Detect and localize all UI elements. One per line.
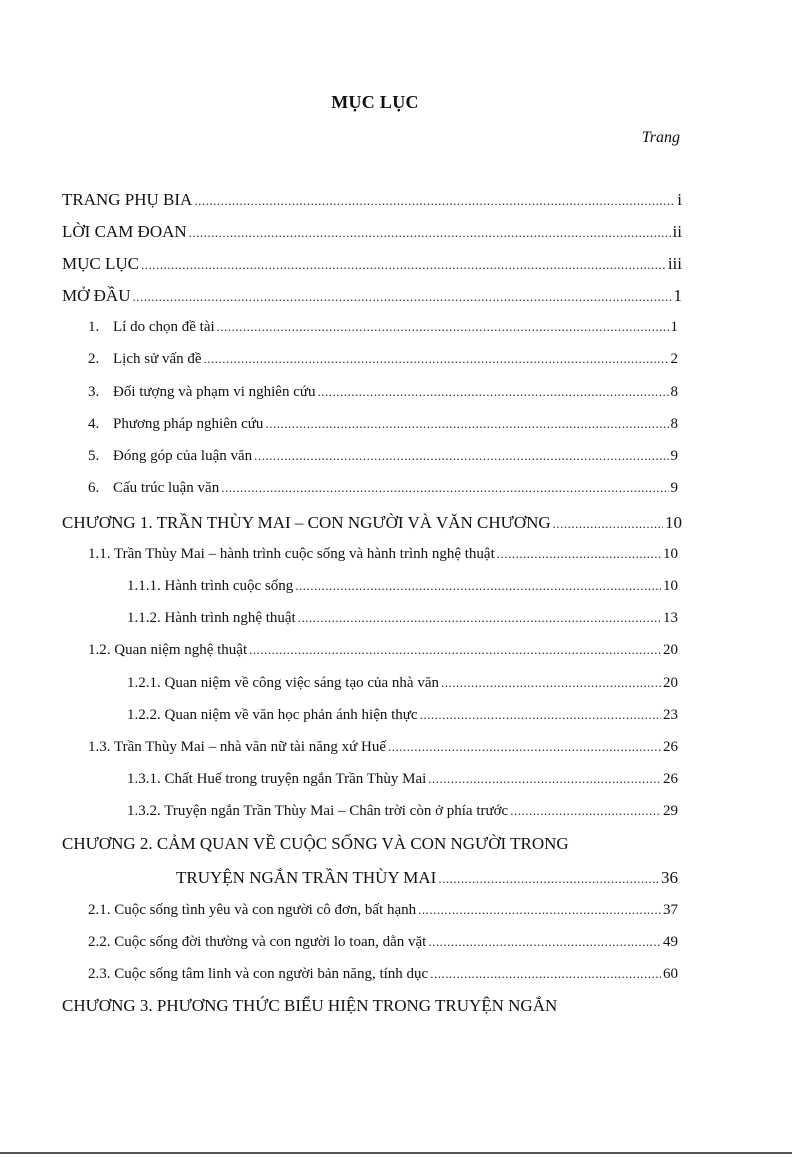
toc-entry-text: Lịch sử vấn đề <box>113 351 202 367</box>
toc-page-number: 9 <box>670 448 678 464</box>
toc-page-number: 29 <box>663 803 678 819</box>
toc-entry-text: 1.3.2. Truyện ngắn Trần Thùy Mai – Chân trời còn ở phía trước <box>127 803 509 819</box>
toc-page-number: 10 <box>663 546 678 562</box>
toc-entry-intro-4 <box>0 416 792 448</box>
toc-entry-text: Lí do chọn đề tài <box>113 319 215 335</box>
leader-dots <box>217 319 669 335</box>
leader-dots <box>254 448 668 464</box>
toc-entry-section-1-1-2 <box>0 610 792 642</box>
toc-entry-text: 1.1. Trần Thùy Mai – hành trình cuộc sống và hành trình nghệ thuật <box>88 546 495 562</box>
leader-dots <box>497 546 661 562</box>
toc-page-number: 1 <box>673 286 682 305</box>
toc-entry-text: 1.1.1. Hành trình cuộc sống <box>127 578 294 594</box>
toc-entry-section-1-3-1 <box>0 771 792 803</box>
toc-page-number: 10 <box>665 513 682 532</box>
toc-entry-intro-3 <box>0 384 792 416</box>
leader-dots <box>438 871 659 887</box>
toc-entry-section-1-1-1 <box>0 578 792 610</box>
toc-page-number: 37 <box>663 902 678 918</box>
leader-dots <box>430 966 661 982</box>
toc-entry-number: 5. <box>88 448 100 464</box>
toc-entry-text: CHƯƠNG 3. PHƯƠNG THỨC BIỂU HIỆN TRONG TRUYỆN NGẮN <box>62 996 558 1015</box>
toc-entry-intro-1 <box>0 319 792 351</box>
toc-entry-number: 2. <box>88 351 100 367</box>
toc-entry-section-1-3 <box>0 739 792 771</box>
toc-entry-section-1-1 <box>0 546 792 578</box>
page-bottom-rule <box>0 1152 792 1154</box>
leader-dots <box>132 289 671 305</box>
toc-entry-text: 1.2. Quan niệm nghệ thuật <box>88 642 248 658</box>
toc-page-number: 8 <box>670 416 678 432</box>
toc-page-number: 26 <box>663 739 678 755</box>
toc-page-number: 9 <box>670 480 678 496</box>
leader-dots <box>428 771 661 787</box>
toc-page-number: 60 <box>663 966 678 982</box>
toc-entry-text: Đóng góp của luận văn <box>113 448 253 464</box>
toc-page-number: 20 <box>663 675 678 691</box>
toc-entry-number: 1. <box>88 319 100 335</box>
toc-entry-text: 2.1. Cuộc sống tình yêu và con người cô đơn, bất hạnh <box>88 902 417 918</box>
toc-entry-text: TRUYỆN NGẮN TRẦN THÙY MAI <box>176 868 437 887</box>
toc-entry-section-1-3-2 <box>0 803 792 835</box>
toc-entry-intro-5 <box>0 448 792 480</box>
toc-entry-intro-2 <box>0 351 792 383</box>
leader-dots <box>318 384 669 400</box>
toc-page-number: 13 <box>663 610 678 626</box>
leader-dots <box>441 675 661 691</box>
leader-dots <box>194 193 675 209</box>
leader-dots <box>510 803 661 819</box>
leader-dots <box>418 902 661 918</box>
leader-dots <box>388 739 661 755</box>
toc-entry-text: Cấu trúc luận văn <box>113 480 220 496</box>
toc-entry-section-1-2-2 <box>0 707 792 739</box>
leader-dots <box>249 642 661 658</box>
leader-dots <box>420 707 661 723</box>
toc-page-number: iii <box>667 254 682 273</box>
toc-page-number: 23 <box>663 707 678 723</box>
toc-entry-text: 1.3. Trần Thùy Mai – nhà văn nữ tài năng xứ Huế <box>88 739 387 755</box>
toc-page-number: ii <box>672 222 682 241</box>
toc-entry-text: CHƯƠNG 1. TRẦN THÙY MAI – CON NGƯỜI VÀ VĂN CHƯƠNG <box>62 513 551 532</box>
toc-entry-text: 1.2.2. Quan niệm về văn học phản ánh hiện thực <box>127 707 418 723</box>
leader-dots <box>189 225 671 241</box>
leader-dots <box>295 578 661 594</box>
toc-page-number: 8 <box>670 384 678 400</box>
toc-page-number: 1 <box>670 319 678 335</box>
toc-page-number: 2 <box>670 351 678 367</box>
leader-dots <box>553 516 663 532</box>
toc-entry-text: CHƯƠNG 2. CẢM QUAN VỀ CUỘC SỐNG VÀ CON NGƯỜI TRONG <box>62 834 569 853</box>
toc-entry-section-2-3 <box>0 966 792 998</box>
toc-entry-front-cover <box>0 190 792 222</box>
toc-entry-number: 6. <box>88 480 100 496</box>
toc-page-number: 10 <box>663 578 678 594</box>
toc-page-number: 49 <box>663 934 678 950</box>
toc-page-number: 20 <box>663 642 678 658</box>
toc-entry-intro-6 <box>0 480 792 512</box>
toc-entry-section-1-2-1 <box>0 675 792 707</box>
toc-entry-text: TRANG PHỤ BIA <box>62 190 193 209</box>
toc-entry-chapter-1 <box>0 513 792 545</box>
toc-entry-chapter-2 <box>0 834 792 866</box>
page-column-label: Trang <box>641 129 680 146</box>
toc-entry-text: 1.3.1. Chất Huế trong truyện ngắn Trần Thùy Mai <box>127 771 427 787</box>
leader-dots <box>204 351 669 367</box>
toc-entry-text: MỞ ĐẦU <box>62 286 131 305</box>
leader-dots <box>428 934 661 950</box>
toc-entry-section-1-2 <box>0 642 792 674</box>
toc-entry-text: 2.2. Cuộc sống đời thường và con người lo toan, dằn vặt <box>88 934 427 950</box>
toc-entry-number: 4. <box>88 416 100 432</box>
toc-entry-text: Phương pháp nghiên cứu <box>113 416 264 432</box>
toc-page-number: i <box>677 190 682 209</box>
toc-entry-chapter-2-cont <box>0 868 792 900</box>
toc-entry-text: 1.1.2. Hành trình nghệ thuật <box>127 610 296 626</box>
leader-dots <box>298 610 661 626</box>
toc-entry-section-2-2 <box>0 934 792 966</box>
leader-dots <box>265 416 668 432</box>
toc-entry-text: 1.2.1. Quan niệm về công việc sáng tạo của nhà văn <box>127 675 439 691</box>
toc-entry-text: LỜI CAM ĐOAN <box>62 222 187 241</box>
toc-page-number: 26 <box>663 771 678 787</box>
toc-entry-introduction <box>0 286 792 318</box>
toc-entry-number: 3. <box>88 384 100 400</box>
toc-entry-text: Đối tượng và phạm vi nghiên cứu <box>113 384 316 400</box>
toc-entry-declaration <box>0 222 792 254</box>
toc-page-number: 36 <box>661 868 678 887</box>
leader-dots <box>221 480 668 496</box>
leader-dots <box>141 257 666 273</box>
page-title: MỤC LỤC <box>331 92 419 112</box>
toc-entry-text: 2.3. Cuộc sống tâm linh và con người bản năng, tính dục <box>88 966 429 982</box>
toc-entry-text: MỤC LỤC <box>62 254 139 273</box>
toc-entry-section-2-1 <box>0 902 792 934</box>
toc-entry-chapter-3 <box>0 996 792 1028</box>
toc-entry-contents <box>0 254 792 286</box>
